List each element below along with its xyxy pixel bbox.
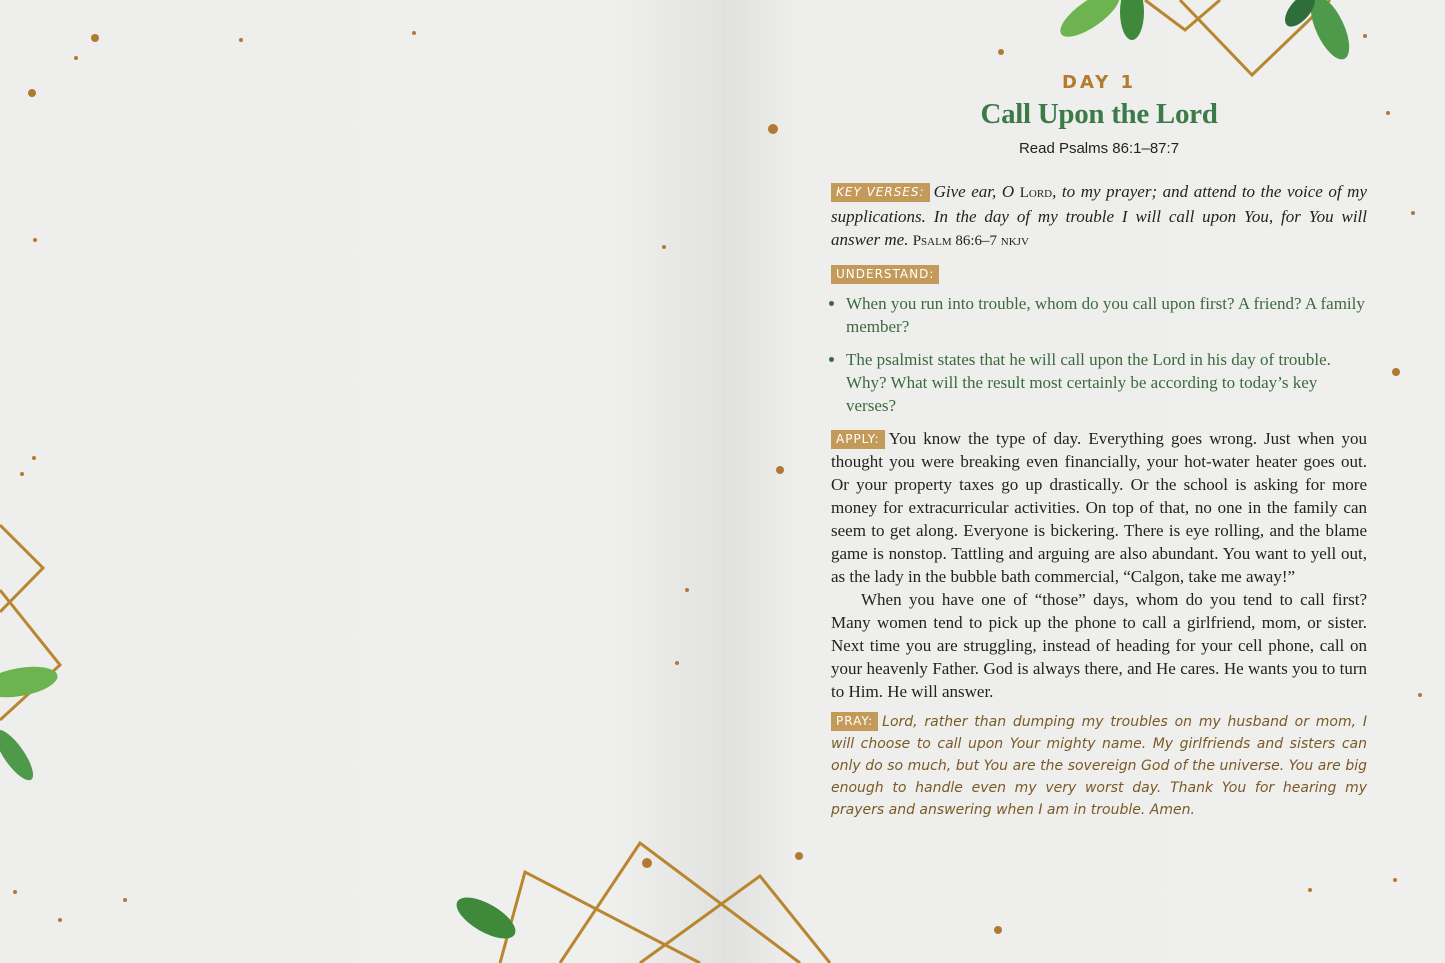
devotional-content — [831, 72, 1367, 821]
list-item: • When you run into trouble, whom do you call upon first? A friend? A family member? — [846, 292, 1367, 338]
apply-text: You know the type of day. Everything goes wrong. Just when you thought you were breaking even financially, your hot-water heater goes out. Or your property taxes go up drastically. Or the school is asking for more money for extracurricular activities. On top of that, no one in the family can seem to get along. Everyone is bickering. There is eye rolling, and the blame game is nonstop. Tattling and arguing are also abundant. You want to yell out, as the lady in the bubble bath commercial, “Calgon, take me away!” — [831, 429, 1367, 586]
pray-label: PRAY: — [831, 712, 878, 731]
key-verses-text-2: , to my prayer; and attend to the voice of my supplications. In the day of my trouble I will call upon You, for You will answer me. — [831, 182, 1367, 249]
key-verses-lord: Lord — [1019, 185, 1053, 201]
key-verses-section — [831, 180, 1367, 253]
apply-paragraph-2: When you have one of “those” days, whom do you tend to call first? Many women tend to pick up the phone to call a girlfriend, mom, or sister. Next time you are struggling, instead of heading for your cell phone, call on your heavenly Father. God is always there, and He cares. He wants you to turn to Him. He will answer. — [831, 590, 1367, 701]
understand-label: UNDERSTAND: — [831, 265, 939, 284]
pray-section — [831, 711, 1367, 821]
reading-reference: Read Psalms 86:1–87:7 — [1018, 140, 1180, 157]
understand-list — [831, 292, 1367, 417]
list-item: • The psalmist states that he will call upon the Lord in his day of trouble. Why? What will the result most certainly be according to today’s key verses? — [846, 348, 1367, 417]
apply-label: APPLY: — [831, 430, 885, 449]
day-label: DAY 1 — [1062, 72, 1136, 93]
understand-section — [831, 265, 1367, 417]
key-verses-label: KEY VERSES: — [831, 183, 930, 202]
page-title: Call Upon the Lord — [980, 98, 1218, 130]
left-page — [0, 0, 722, 963]
key-verses-reference: Psalm 86:6–7 nkjv — [912, 233, 1029, 249]
key-verses-text: Give ear, O — [933, 182, 1020, 201]
apply-paragraph — [831, 427, 1367, 588]
pray-text: Lord, rather than dumping my troubles on my husband or mom, I will choose to call upon Your mighty name. My girlfriends and sisters can only do so much, but You are the sovereign God of the universe. You are big enough to handle even my very worst day. Thank You for hearing my prayers and answering when I am in trouble. Amen. — [831, 714, 1367, 818]
